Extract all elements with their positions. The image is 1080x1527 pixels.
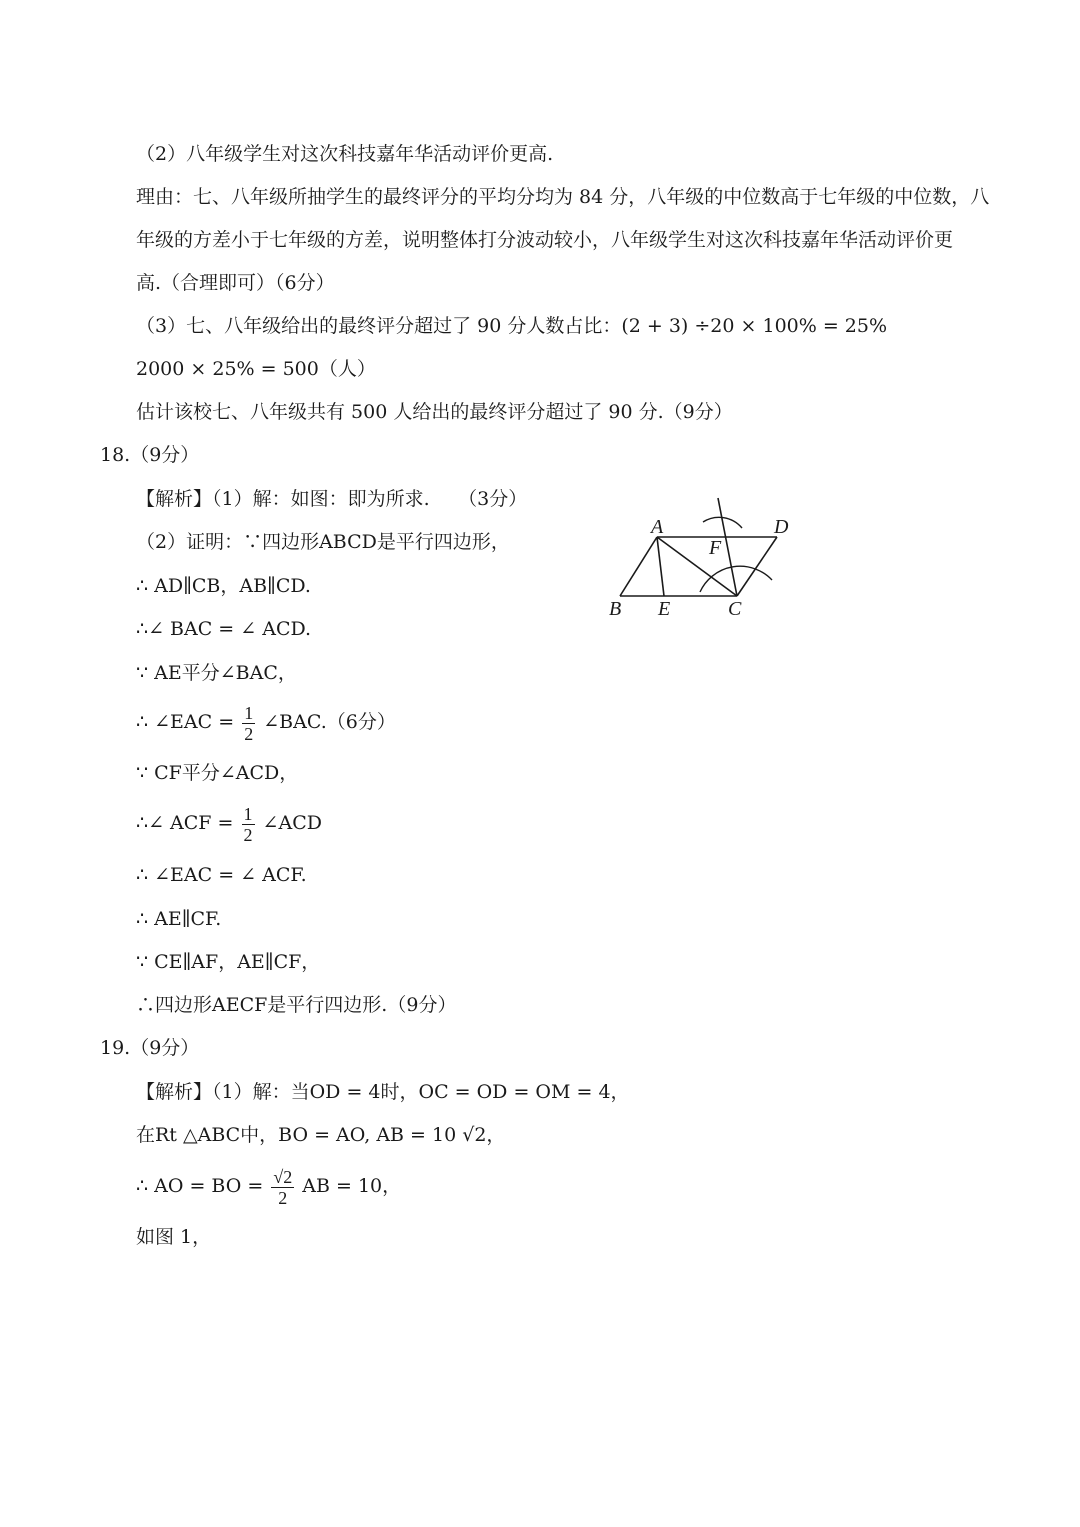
q18-line-8 <box>136 797 322 849</box>
label-F: F <box>709 537 722 559</box>
q18-line-9: ∴ ∠EAC = ∠ ACF. <box>136 864 307 886</box>
q18-line-10: ∴ AE∥CF. <box>136 908 222 930</box>
label-C: C <box>728 598 742 620</box>
fraction-sqrt2-over-2 <box>271 1167 294 1208</box>
q18-line-6 <box>136 696 396 748</box>
fraction-denominator: 2 <box>244 723 254 744</box>
q18-line-7: ∵ CF平分∠ACD， <box>136 762 299 784</box>
fraction-numerator: 1 <box>243 803 253 824</box>
q18-line-8-pre: ∴∠ ACF = <box>136 812 234 834</box>
q19-line-3-pre: ∴ AO = BO = <box>136 1175 264 1197</box>
q18-line-2: （2）证明：∵四边形ABCD是平行四边形， <box>136 531 510 553</box>
parallelogram-figure <box>596 488 796 628</box>
q19-line-3-post: AB = 10， <box>302 1175 402 1197</box>
q19-line-3 <box>136 1160 401 1212</box>
fraction-numerator: 1 <box>244 702 254 723</box>
fraction-one-half <box>242 703 255 744</box>
fraction-denominator: 2 <box>243 824 253 845</box>
part2-reason-line-2: 年级的方差小于七年级的方差，说明整体打分波动较小，八年级学生对这次科技嘉年华活动评价更 <box>136 229 954 251</box>
q18-line-5: ∵ AE平分∠BAC， <box>136 662 297 684</box>
part3-line-2: 2000 × 25% = 500（人） <box>136 358 376 380</box>
part3-line-1: （3）七、八年级给出的最终评分超过了 90 分人数占比：(2 + 3) ÷20 × 100% = 25% <box>136 315 888 337</box>
q19-line-1: 【解析】（1）解：当OD = 4时，OC = OD = OM = 4， <box>136 1081 630 1103</box>
q18-line-4: ∴∠ BAC = ∠ ACD. <box>136 618 312 640</box>
part2-reason-line-3: 高.（合理即可）（6分） <box>136 272 335 294</box>
q18-line-3: ∴ AD∥CB，AB∥CD. <box>136 575 311 597</box>
part2-title: （2）八年级学生对这次科技嘉年华活动评价更高. <box>136 143 554 165</box>
q18-line-8-post: ∠ACD <box>262 812 322 834</box>
fraction-numerator: √2 <box>273 1166 293 1187</box>
q18-line-12: ∴四边形AECF是平行四边形.（9分） <box>136 994 457 1016</box>
q18-line-11: ∵ CE∥AF，AE∥CF， <box>136 951 321 973</box>
label-A: A <box>651 516 664 538</box>
label-B: B <box>609 598 622 620</box>
q19-line-4: 如图 1， <box>136 1226 212 1248</box>
segment-AE <box>657 537 664 596</box>
part3-line-3: 估计该校七、八年级共有 500 人给出的最终评分超过了 90 分.（9分） <box>136 401 733 423</box>
fraction-one-half <box>242 804 255 845</box>
q18-header: 18.（9分） <box>100 444 200 466</box>
part2-reason-line-1: 理由：七、八年级所抽学生的最终评分的平均分均为 84 分，八年级的中位数高于七年级的中位数，八 <box>136 186 990 208</box>
label-E: E <box>658 598 671 620</box>
q18-line-1: 【解析】（1）解：如图：即为所求. （3分） <box>136 488 528 510</box>
q18-line-6-pre: ∴ ∠EAC = <box>136 711 235 733</box>
segment-AB <box>620 537 657 596</box>
q18-line-6-post: ∠BAC.（6分） <box>263 711 396 733</box>
label-D: D <box>774 516 789 538</box>
q19-header: 19.（9分） <box>100 1037 200 1059</box>
q19-line-2: 在Rt △ABC中，BO = AO, AB = 10 √2， <box>136 1124 506 1146</box>
fraction-denominator: 2 <box>278 1187 288 1208</box>
segment-AC <box>657 537 737 596</box>
